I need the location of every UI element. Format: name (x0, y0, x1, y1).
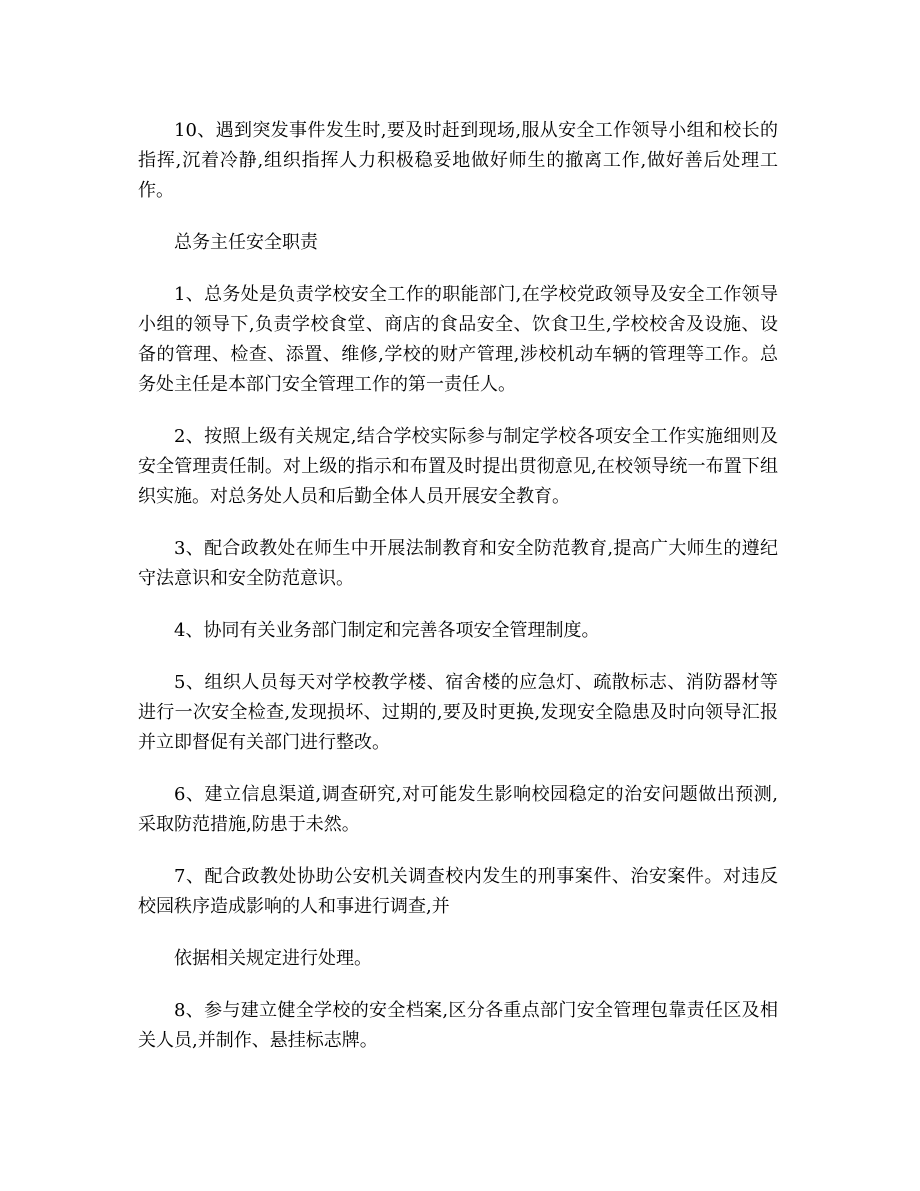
paragraph-item-6: 6、建立信息渠道,调查研究,对可能发生影响校园稳定的治安问题做出预测,采取防范措施,防患于未然。 (138, 784, 778, 835)
paragraph-item-8: 8、参与建立健全学校的安全档案,区分各重点部门安全管理包靠责任区及相关人员,并制作、悬挂标志牌。 (138, 1000, 778, 1051)
paragraph-item-7-continued: 依据相关规定进行处理。 (174, 948, 372, 969)
paragraph-item-7: 7、配合政教处协助公安机关调查校内发生的刑事案件、治安案件。对违反校园秩序造成影响的人和事进行调查,并 (138, 866, 778, 917)
paragraph-item-3: 3、配合政教处在师生中开展法制教育和安全防范教育,提高广大师生的遵纪守法意识和安全防范意识。 (138, 538, 778, 589)
section-heading: 总务主任安全职责 (174, 232, 318, 253)
paragraph-item-1: 1、总务处是负责学校安全工作的职能部门,在学校党政领导及安全工作领导小组的领导下,负责学校食堂、商店的食品安全、饮食卫生,学校校舍及设施、设备的管理、检查、添置、维修,学校的财产管理,涉校机动车辆的管理等工作。总务处主任是本部门安全管理工作的第一责任人。 (138, 284, 778, 395)
paragraph-item-4: 4、协同有关业务部门制定和完善各项安全管理制度。 (174, 620, 600, 641)
document-body (138, 116, 778, 1056)
paragraph-item-5: 5、组织人员每天对学校教学楼、宿舍楼的应急灯、疏散标志、消防器材等进行一次安全检查,发现损坏、过期的,要及时更换,发现安全隐患及时向领导汇报并立即督促有关部门进行整改。 (138, 672, 778, 753)
paragraph-item-2: 2、按照上级有关规定,结合学校实际参与制定学校各项安全工作实施细则及安全管理责任制。对上级的指示和布置及时提出贯彻意见,在校领导统一布置下组织实施。对总务处人员和后勤全体人员开展安全教育。 (138, 426, 778, 507)
paragraph-item-10: 10、遇到突发事件发生时,要及时赶到现场,服从安全工作领导小组和校长的指挥,沉着冷静,组织指挥人力积极稳妥地做好师生的撤离工作,做好善后处理工作。 (138, 120, 778, 201)
